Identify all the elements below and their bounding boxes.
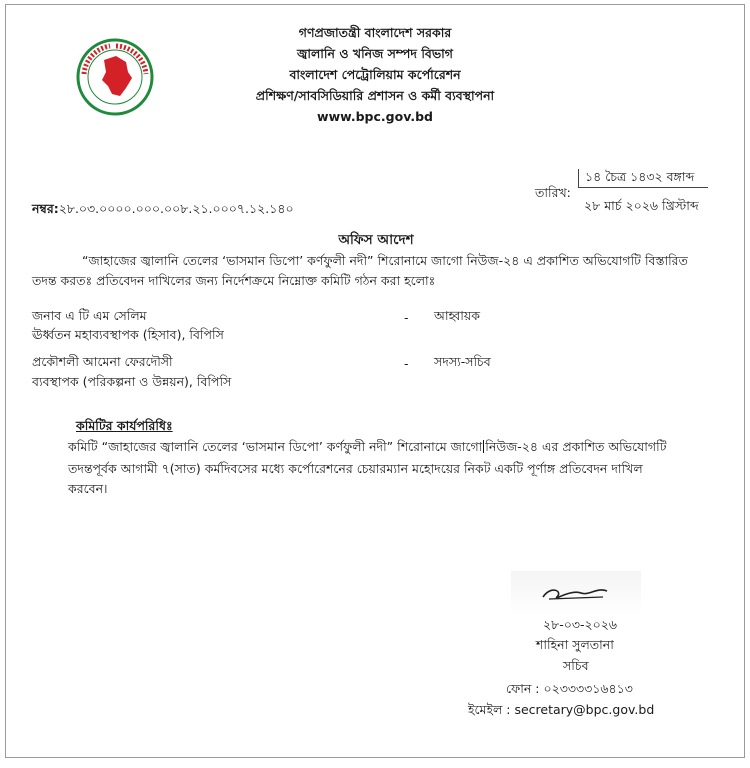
header-division: জ্বালানি ও খনিজ সম্পদ বিভাগ bbox=[297, 46, 453, 61]
header-department: প্রশিক্ষণ/সাবসিডিয়ারি প্রশাসন ও কর্মী ব্যবস্থাপনা bbox=[255, 88, 495, 103]
date-bangla bbox=[578, 169, 708, 188]
date-gregorian: ২৮ মার্চ ২০২৬ খ্রিস্টাব্দ bbox=[584, 198, 699, 213]
date-label: তারিখ: bbox=[535, 185, 571, 200]
terms-line-2: তদন্তপূর্বক আগামী ৭(সাত) কর্মদিবসের মধ্যে কর্পোরেশনের চেয়ারম্যান মহোদয়ের নিকট একটি পূর্ণাঙ্গ প্রতিবেদন দাখিল bbox=[68, 461, 643, 476]
intro-line-1: “জাহাজের জ্বালানি তেলের ‘ভাসমান ডিপো’ কর্ণফুলী নদী” শিরোনামে জাগো নিউজ-২৪ এ প্রকাশিত অভিযোগটি বিস্তারিত bbox=[82, 253, 688, 268]
member-1-role: আহ্বায়ক bbox=[434, 308, 480, 323]
date-bangla-text: ১৪ চৈত্র ১৪৩২ বঙ্গাব্দ bbox=[585, 169, 695, 184]
signatory-name: শাহিনা সুলতানা bbox=[536, 637, 614, 652]
email-label: ইমেইল : bbox=[468, 702, 511, 717]
header-corporation: বাংলাদেশ পেট্রোলিয়াম কর্পোরেশন bbox=[289, 67, 461, 82]
signatory-phone bbox=[506, 681, 633, 701]
header-government: গণপ্রজাতন্ত্রী বাংলাদেশ সরকার bbox=[298, 25, 452, 40]
document-title: অফিস আদেশ bbox=[338, 232, 414, 248]
office-order-document bbox=[5, 4, 745, 758]
memo-number bbox=[32, 201, 294, 221]
member-2-dash: - bbox=[404, 356, 409, 371]
terms-line-1 bbox=[68, 439, 667, 459]
signatory-email bbox=[468, 702, 654, 722]
intro-line-2: তদন্ত করতঃ প্রতিবেদন দাখিলের জন্য নির্দেশক্রমে নিম্নোক্ত কমিটি গঠন করা হলোঃ bbox=[32, 273, 436, 288]
member-2-designation: ব্যবস্থাপক (পরিকল্পনা ও উন্নয়ন), বিপিসি bbox=[32, 374, 232, 389]
header-website: www.bpc.gov.bd bbox=[317, 109, 433, 124]
phone-label: ফোন : bbox=[506, 681, 540, 696]
member-2-name: প্রকৌশলী আমেনা ফেরদৌসী bbox=[32, 354, 173, 369]
email-value: secretary@bpc.gov.bd bbox=[514, 702, 655, 717]
signature-date: ২৮-০৩-২০২৬ bbox=[543, 617, 618, 632]
member-2-role: সদস্য-সচিব bbox=[434, 354, 491, 369]
terms-heading: কমিটির কার্যপরিধিঃ bbox=[76, 418, 173, 433]
terms-line-3: করবেন। bbox=[68, 481, 108, 496]
member-1-name: জনাব এ টি এম সেলিম bbox=[32, 308, 147, 323]
phone-value: ০২৩৩৩৩১৬৪১৩ bbox=[543, 681, 633, 696]
terms-line-1b: নিউজ-২৪ এর প্রকাশিত অভিযোগটি bbox=[485, 439, 667, 454]
member-1-dash: - bbox=[404, 310, 409, 325]
terms-line-1a: কমিটি “জাহাজের জ্বালানি তেলের ‘ভাসমান ডিপো’ কর্ণফুলী নদী” শিরোনামে জাগো bbox=[68, 439, 483, 454]
memo-number-value: ২৮.০৩.০০০০.০০০.০০৮.২১.০০০৭.১২.১৪০ bbox=[58, 201, 294, 216]
signatory-designation: সচিব bbox=[563, 658, 589, 673]
signature-image bbox=[511, 571, 641, 615]
memo-number-label: নম্বর: bbox=[32, 201, 59, 216]
member-1-designation: ঊর্ধ্বতন মহাব্যবস্থাপক (হিসাব), বিপিসি bbox=[32, 327, 224, 342]
